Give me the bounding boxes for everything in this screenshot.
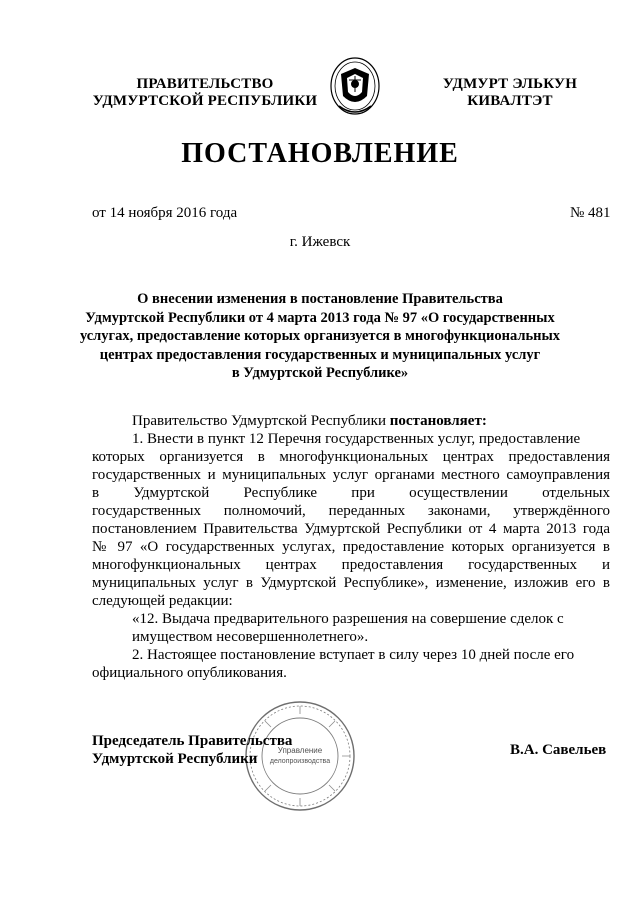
paragraph-1-line: которых организуется в многофункциональных центрах предоставления: [92, 449, 610, 465]
heading-line: услугах, предоставление которых организуется в многофункциональных: [79, 328, 561, 344]
heading-line: О внесении изменения в постановление Правительства: [137, 291, 503, 307]
org-name-udmurt: [420, 76, 600, 110]
org-name-udmurt-line1: УДМУРТ ЭЛЬКУН: [442, 76, 578, 92]
document-heading: [60, 290, 580, 383]
org-name-russian-line1: ПРАВИТЕЛЬСТВО: [136, 76, 274, 92]
paragraph-1-line: следующей редакции:: [92, 593, 233, 609]
org-name-udmurt-line2: КИВАЛТЭТ: [467, 93, 553, 109]
intro-text: Правительство Удмуртской Республики: [132, 413, 390, 429]
heading-line: в Удмуртской Республике»: [231, 365, 409, 381]
heading-line: центрах предоставления государственных и муниципальных услуг: [99, 346, 541, 363]
paragraph-1-line: постановлением Правительства Удмуртской Республики от 4 марта 2013 года: [92, 521, 610, 537]
heading-line: Удмуртской Республики от 4 марта 2013 года № 97 «О государственных: [85, 309, 555, 326]
paragraph-1-line: государственных и муниципальных услуг органами местного самоуправления: [92, 467, 610, 483]
paragraph-1-line: 1. Внести в пункт 12 Перечня государственных услуг, предоставление: [132, 431, 581, 447]
signatory-title-line1: Председатель Правительства: [92, 733, 293, 749]
coat-of-arms-icon: [329, 56, 381, 120]
org-name-russian: [90, 76, 320, 110]
signatory-name: В.А. Савельев: [510, 742, 607, 758]
signatory-title-line2: Удмуртской Республики: [92, 751, 258, 767]
seal-inner-line1: Управление: [277, 746, 323, 755]
quote-line: «12. Выдача предварительного разрешения на совершение сделок с: [132, 611, 564, 627]
document-number: № 481: [570, 205, 611, 221]
document-city: г. Ижевск: [289, 234, 351, 250]
org-name-russian-line2: УДМУРТСКОЙ РЕСПУБЛИКИ: [92, 93, 318, 109]
quote-line: имуществом несовершеннолетнего».: [132, 629, 369, 645]
paragraph-1-line: многофункциональных центрах предоставления государственных и: [92, 557, 610, 573]
paragraph-2-line: 2. Настоящее постановление вступает в силу через 10 дней после его: [132, 647, 575, 663]
document-date: от 14 ноября 2016 года: [92, 205, 238, 221]
signatory-title: [92, 732, 292, 768]
intro-bold-text: постановляет:: [389, 413, 487, 429]
paragraph-2-line: официального опубликования.: [92, 665, 287, 681]
paragraph-1-line: муниципальных услуг в Удмуртской Республике», изменение, изложив его в: [92, 575, 610, 591]
document-body: [92, 412, 610, 682]
document-title: ПОСТАНОВЛЕНИЕ: [181, 138, 459, 169]
seal-inner-line2: делопроизводства: [269, 758, 331, 765]
paragraph-1-line: государственных полномочий, переданных законами, утверждённого: [92, 503, 610, 519]
intro-paragraph: [92, 412, 610, 430]
paragraph-1-line: в Удмуртской Республике при осуществлении отдельных: [92, 485, 610, 501]
paragraph-1-line: № 97 «О государственных услугах, предоставление которых организуется в: [92, 539, 610, 555]
